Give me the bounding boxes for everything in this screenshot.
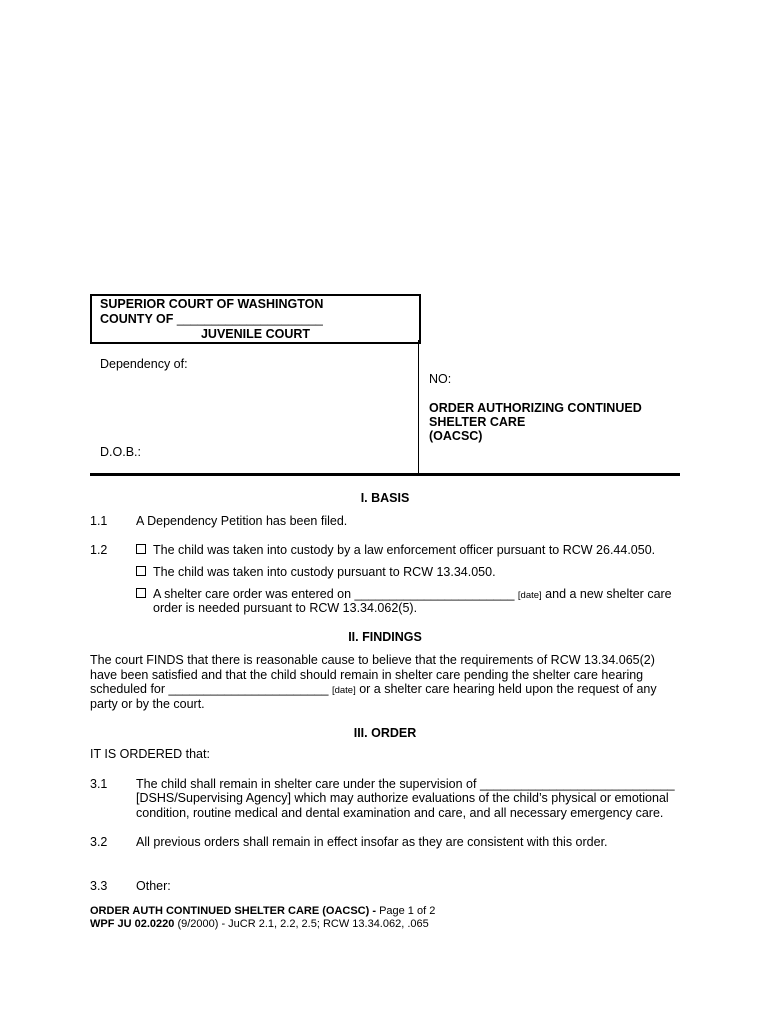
footer-form-ref: WPF JU 02.0220 (9/2000) - JuCR 2.1, 2.2, 2.5; RCW 13.34.062, .065 [90, 918, 429, 930]
order-title-line1: ORDER AUTHORIZING CONTINUED [429, 401, 642, 415]
county-line: COUNTY OF _____________________ [100, 312, 323, 326]
option-shelter-order-line2: order is needed pursuant to RCW 13.34.062(5). [153, 601, 418, 615]
findings-line3: scheduled for _______________________ [date] or a shelter care hearing held upon the request of any [90, 682, 657, 696]
shelter-order-date-blank: _______________________ [354, 587, 515, 601]
caption-bottom-rule [90, 473, 680, 476]
section-1-1-number: 1.1 [90, 514, 108, 528]
section-3-1-line2: [DSHS/Supervising Agency] which may authorize evaluations of the child’s physical or emotional [136, 791, 669, 805]
checkbox-shelter-order[interactable] [136, 588, 146, 598]
section-3-1-number: 3.1 [90, 777, 108, 791]
case-number-label: NO: [429, 372, 452, 386]
section-1-1-text: A Dependency Petition has been filed. [136, 514, 348, 528]
dependency-of-label: Dependency of: [100, 357, 188, 371]
findings-heading: II. FINDINGS [348, 630, 422, 644]
section-1-2-number: 1.2 [90, 543, 108, 557]
section-3-2-text: All previous orders shall remain in effect insofar as they are consistent with this order. [136, 835, 608, 849]
findings-line4: party or by the court. [90, 697, 205, 711]
supervising-agency-blank: ____________________________ [479, 777, 675, 791]
order-intro: IT IS ORDERED that: [90, 747, 210, 761]
option-custody: The child was taken into custody pursuant to RCW 13.34.050. [136, 565, 496, 580]
juvenile-court: JUVENILE COURT [200, 327, 311, 341]
section-3-2-number: 3.2 [90, 835, 108, 849]
section-3-1-line1: The child shall remain in shelter care under the supervision of ____________________________ [136, 777, 675, 791]
checkbox-law-enforcement[interactable] [136, 544, 146, 554]
option-shelter-order: A shelter care order was entered on _______________________ [date] and a new shelter care [136, 587, 672, 603]
section-3-1-line3: condition, routine medical and dental examination and care, and all necessary emergency care. [136, 806, 664, 820]
section-3-3-text: Other: [136, 879, 171, 893]
basis-heading: I. BASIS [360, 491, 410, 505]
checkbox-custody[interactable] [136, 566, 146, 576]
order-heading: III. ORDER [353, 726, 417, 740]
section-3-3-number: 3.3 [90, 879, 108, 893]
findings-line1: The court FINDS that there is reasonable cause to believe that the requirements of RCW 13.34.065(2) [90, 653, 655, 667]
order-title-line2: SHELTER CARE [429, 415, 526, 429]
dob-label: D.O.B.: [100, 445, 141, 459]
footer-title: ORDER AUTH CONTINUED SHELTER CARE (OACSC) - Page 1 of 2 [90, 905, 436, 917]
caption-divider [418, 340, 419, 474]
court-name: SUPERIOR COURT OF WASHINGTON [100, 297, 324, 311]
county-blank: _____________________ [176, 312, 323, 326]
findings-line2: have been satisfied and that the child should remain in shelter care pending the shelter care hearing [90, 668, 644, 682]
hearing-date-blank: _______________________ [168, 682, 329, 696]
option-law-enforcement: The child was taken into custody by a law enforcement officer pursuant to RCW 26.44.050. [136, 543, 655, 558]
court-caption-box [90, 294, 421, 344]
order-title-line3: (OACSC) [429, 429, 483, 443]
